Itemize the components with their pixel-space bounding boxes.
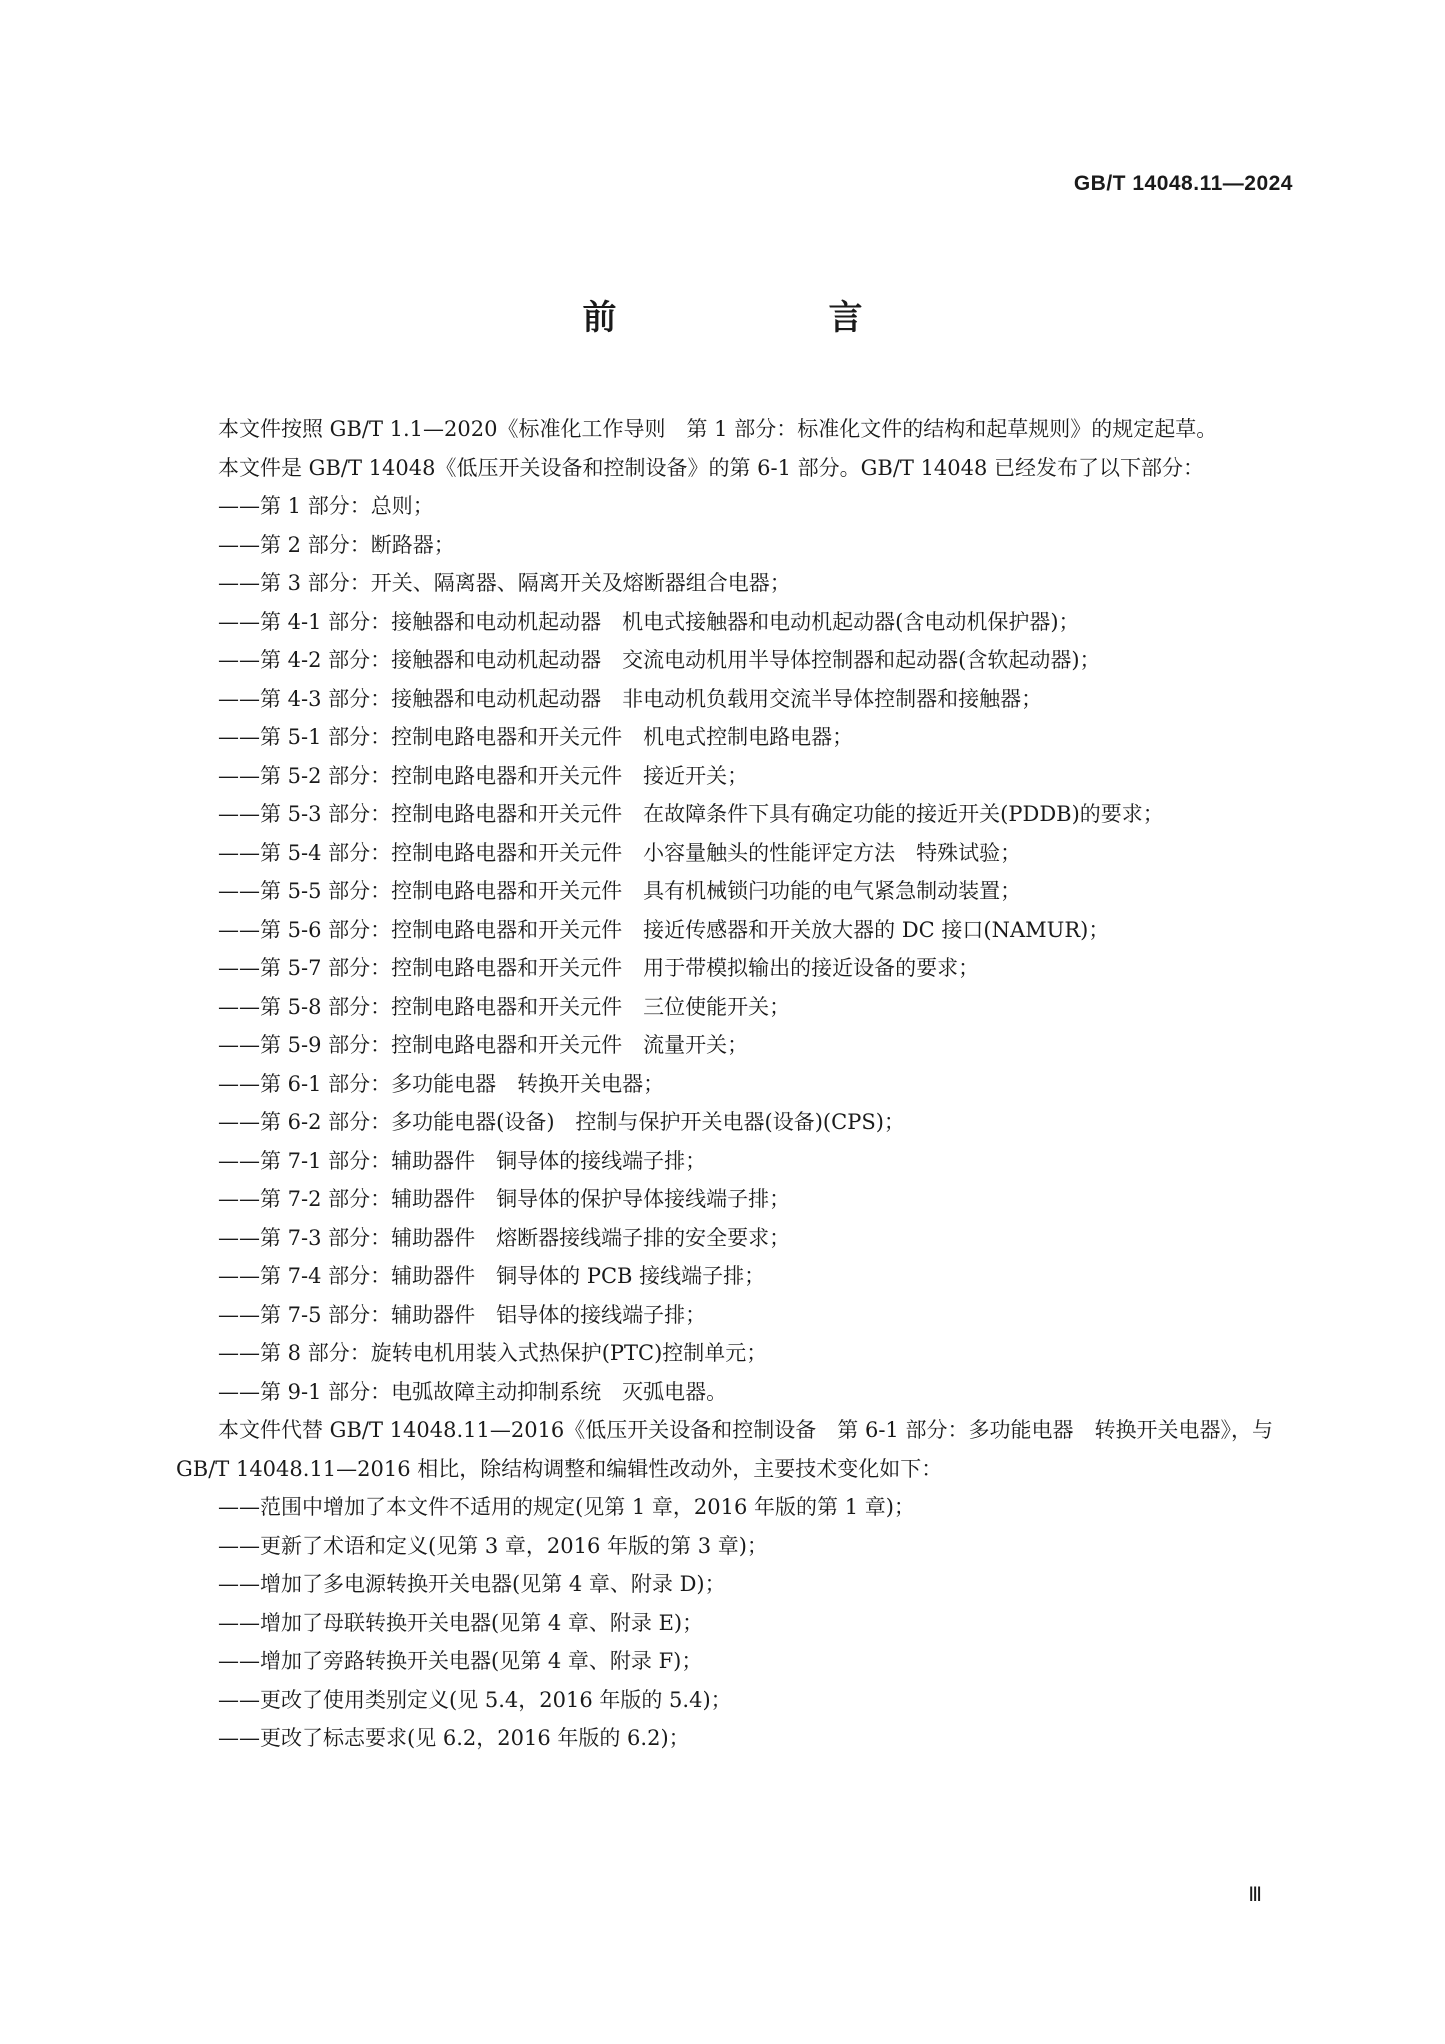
list-item: ——第 4-2 部分：接触器和电动机起动器 交流电动机用半导体控制器和起动器(含软起动器)； <box>218 648 1101 672</box>
list-item: ——更新了术语和定义(见第 3 章，2016 年版的第 3 章)； <box>218 1533 768 1558</box>
list-item: ——更改了标志要求(见 6.2，2016 年版的 6.2)； <box>218 1726 690 1750</box>
list-item: ——第 7-3 部分：辅助器件 熔断器接线端子排的安全要求； <box>218 1225 791 1250</box>
list-item: ——增加了旁路转换开关电器(见第 4 章、附录 F)； <box>218 1649 703 1673</box>
list-item: ——更改了使用类别定义(见 5.4，2016 年版的 5.4)； <box>218 1687 732 1712</box>
list-item: ——第 5-6 部分：控制电路电器和开关元件 接近传感器和开关放大器的 DC 接口(NAMUR)； <box>218 917 1110 942</box>
list-item: ——第 7-4 部分：辅助器件 铜导体的 PCB 接线端子排； <box>218 1264 766 1288</box>
list-item: ——第 7-2 部分：辅助器件 铜导体的保护导体接线端子排； <box>218 1187 791 1211</box>
list-item: ——第 4-3 部分：接触器和电动机起动器 非电动机负载用交流半导体控制器和接触器； <box>218 686 1043 711</box>
list-item: ——第 3 部分：开关、隔离器、隔离开关及熔断器组合电器； <box>218 571 791 595</box>
list-item: ——第 7-5 部分：辅助器件 铝导体的接线端子排； <box>218 1302 707 1327</box>
list-item: ——第 5-1 部分：控制电路电器和开关元件 机电式控制电路电器； <box>218 725 854 749</box>
list-item: ——第 7-1 部分：辅助器件 铜导体的接线端子排； <box>218 1148 707 1173</box>
page-number: Ⅲ <box>1248 1884 1263 1906</box>
document-code-header: GB/T 14048.11—2024 <box>1073 172 1293 195</box>
list-item: ——第 6-2 部分：多功能电器(设备) 控制与保护开关电器(设备)(CPS)； <box>218 1110 905 1134</box>
list-item: ——第 8 部分：旋转电机用装入式热保护(PTC)控制单元； <box>218 1341 768 1365</box>
list-item: ——第 4-1 部分：接触器和电动机起动器 机电式接触器和电动机起动器(含电动机保护器)； <box>218 609 1080 634</box>
list-item: ——第 5-8 部分：控制电路电器和开关元件 三位使能开关； <box>218 994 791 1019</box>
list-item: ——第 5-9 部分：控制电路电器和开关元件 流量开关； <box>218 1033 749 1057</box>
paragraph-series-intro: 本文件是 GB/T 14048《低压开关设备和控制设备》的第 6-1 部分。GB/T 14048 已经发布了以下部分： <box>218 455 1205 480</box>
list-item: ——第 5-3 部分：控制电路电器和开关元件 在故障条件下具有确定功能的接近开关(PDDB)的要求； <box>218 802 1164 826</box>
list-item: ——第 5-2 部分：控制电路电器和开关元件 接近开关； <box>218 763 749 788</box>
list-item: ——第 5-4 部分：控制电路电器和开关元件 小容量触头的性能评定方法 特殊试验； <box>218 840 1022 865</box>
page-title: 前 言 <box>582 298 911 338</box>
paragraph-drafting-rules: 本文件按照 GB/T 1.1—2020《标准化工作导则 第 1 部分：标准化文件的结构和起草规则》的规定起草。 <box>218 417 1218 441</box>
list-item: ——第 9-1 部分：电弧故障主动抑制系统 灭弧电器。 <box>218 1379 728 1404</box>
parts-list <box>176 487 1294 1411</box>
foreword-body <box>176 410 1294 1758</box>
list-item: ——增加了多电源转换开关电器(见第 4 章、附录 D)； <box>218 1572 726 1596</box>
list-item: ——第 6-1 部分：多功能电器 转换开关电器； <box>218 1071 665 1096</box>
list-item: ——第 5-7 部分：控制电路电器和开关元件 用于带模拟输出的接近设备的要求； <box>218 956 980 980</box>
list-item: ——第 5-5 部分：控制电路电器和开关元件 具有机械锁闩功能的电气紧急制动装置； <box>218 879 1022 903</box>
changes-list <box>176 1488 1294 1758</box>
list-item: ——增加了母联转换开关电器(见第 4 章、附录 E)； <box>218 1610 704 1635</box>
list-item: ——范围中增加了本文件不适用的规定(见第 1 章，2016 年版的第 1 章)； <box>218 1495 915 1519</box>
list-item: ——第 1 部分：总则； <box>218 494 434 518</box>
paragraph-replacement: 本文件代替 GB/T 14048.11—2016《低压开关设备和控制设备 第 6-1 部分：多功能电器 转换开关电器》，与 GB/T 14048.11—2016 相比，除结构调整和编辑性改动外，主要技术变化如下： <box>176 1418 1273 1481</box>
list-item: ——第 2 部分：断路器； <box>218 532 455 557</box>
